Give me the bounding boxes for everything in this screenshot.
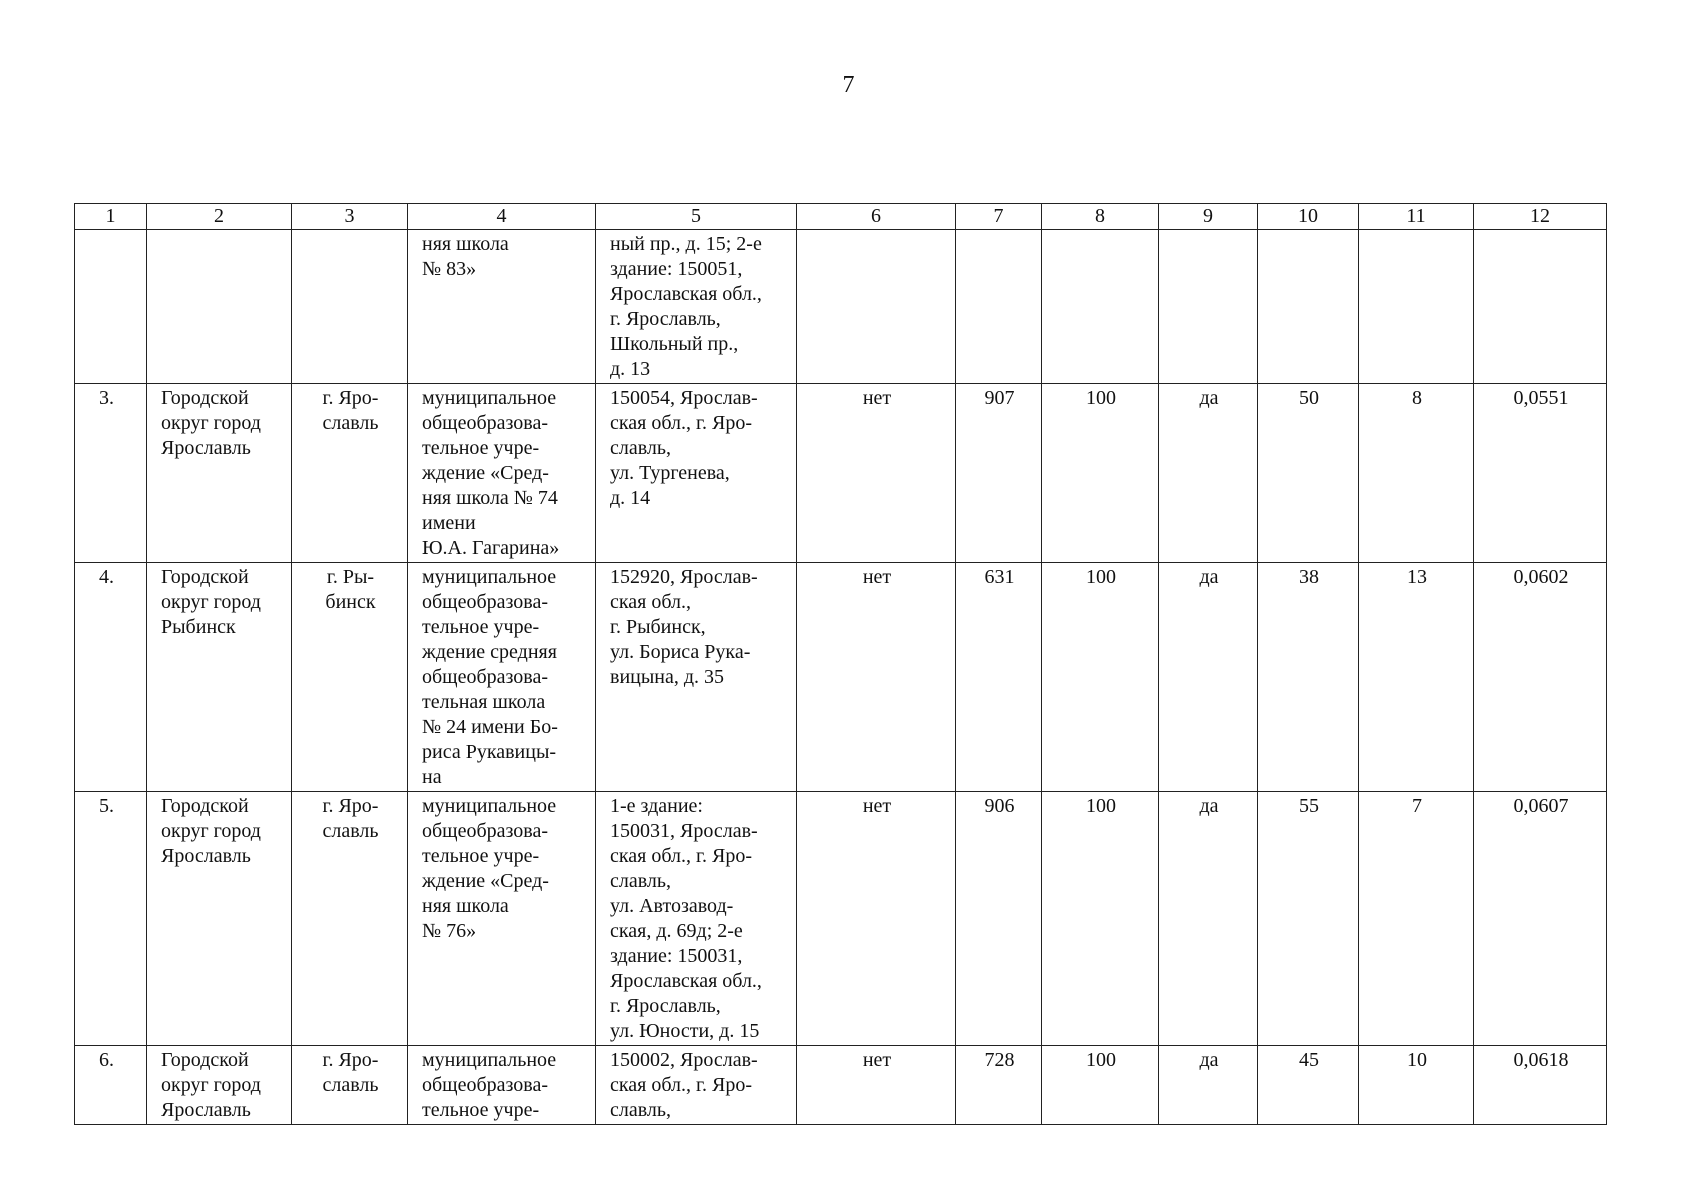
district-cell-line: округ город: [161, 412, 261, 434]
address-cell-line: 152920, Ярослав-: [610, 566, 758, 588]
city-cell-line: г. Яро-: [322, 387, 379, 409]
institution-cell-line: ждение средняя: [422, 641, 557, 663]
table-row: [75, 563, 1607, 792]
district-cell: [147, 792, 292, 1046]
address-cell-line: Ярославская обл.,: [610, 970, 762, 992]
district-cell: [147, 230, 292, 384]
address-cell-line: здание: 150031,: [610, 945, 743, 967]
address-cell-line: 150002, Ярослав-: [610, 1049, 758, 1071]
institution-cell-line: общеобразова-: [422, 591, 549, 613]
city-cell: [292, 1046, 408, 1125]
district-cell: [147, 1046, 292, 1125]
row-number-cell: 3.: [75, 384, 147, 563]
col7-cell: 728: [956, 1046, 1042, 1125]
district-cell-line: Ярославль: [161, 1099, 251, 1121]
address-cell-line: ская обл., г. Яро-: [610, 412, 752, 434]
col6-cell: нет: [797, 563, 956, 792]
institution-cell-line: тельное учре-: [422, 1099, 540, 1121]
district-cell: [147, 563, 292, 792]
col8-cell: [1042, 230, 1159, 384]
col6-cell: нет: [797, 384, 956, 563]
institution-cell-line: имени: [422, 512, 476, 534]
institution-cell-line: общеобразова-: [422, 666, 549, 688]
table-row: [75, 384, 1607, 563]
institution-cell: [408, 563, 596, 792]
address-cell-line: г. Рыбинск,: [610, 616, 706, 638]
district-cell-line: округ город: [161, 591, 261, 613]
column-header: 12: [1474, 204, 1607, 230]
col10-cell: 50: [1258, 384, 1359, 563]
institution-cell-line: на: [422, 766, 442, 788]
column-header: 8: [1042, 204, 1159, 230]
col7-cell: 631: [956, 563, 1042, 792]
page-number: 7: [842, 72, 855, 98]
address-cell-line: ул. Автозавод-: [610, 895, 734, 917]
address-cell-line: д. 14: [610, 487, 651, 509]
institution-cell: [408, 384, 596, 563]
address-cell-line: славль,: [610, 1099, 672, 1121]
column-header: 10: [1258, 204, 1359, 230]
city-cell-line: славль: [322, 1074, 379, 1096]
table-body: [75, 230, 1607, 1125]
district-cell-line: Ярославль: [161, 437, 251, 459]
col9-cell: [1159, 230, 1258, 384]
column-header: 4: [408, 204, 596, 230]
address-cell-line: г. Ярославль,: [610, 308, 721, 330]
address-cell: [596, 563, 797, 792]
col9-cell: да: [1159, 1046, 1258, 1125]
district-cell-line: Рыбинск: [161, 616, 236, 638]
column-header: 1: [75, 204, 147, 230]
city-cell: [292, 792, 408, 1046]
column-header: 5: [596, 204, 797, 230]
district-cell-line: Городской: [161, 795, 249, 817]
city-cell-line: г. Яро-: [322, 1049, 379, 1071]
district-cell-line: округ город: [161, 1074, 261, 1096]
col6-cell: [797, 230, 956, 384]
address-cell-line: ул. Бориса Рука-: [610, 641, 751, 663]
institution-cell-line: муниципальное: [422, 566, 557, 588]
column-header: 3: [292, 204, 408, 230]
address-cell-line: Ярославская обл.,: [610, 283, 762, 305]
col11-cell: [1359, 230, 1474, 384]
institution-cell-line: риса Рукавицы-: [422, 741, 557, 763]
col11-cell: 8: [1359, 384, 1474, 563]
institution-cell: [408, 792, 596, 1046]
column-header: 7: [956, 204, 1042, 230]
col10-cell: 55: [1258, 792, 1359, 1046]
row-number-cell: 6.: [75, 1046, 147, 1125]
data-table: [74, 203, 1607, 1125]
institution-cell-line: муниципальное: [422, 795, 557, 817]
col7-cell: 907: [956, 384, 1042, 563]
institution-cell: [408, 230, 596, 384]
col10-cell: [1258, 230, 1359, 384]
city-cell: [292, 384, 408, 563]
district-cell-line: Ярославль: [161, 845, 251, 867]
institution-cell-line: общеобразова-: [422, 412, 549, 434]
address-cell-line: ный пр., д. 15; 2-е: [610, 233, 762, 255]
col7-cell: [956, 230, 1042, 384]
col11-cell: 13: [1359, 563, 1474, 792]
address-cell: [596, 1046, 797, 1125]
institution-cell-line: общеобразова-: [422, 820, 549, 842]
col8-cell: 100: [1042, 1046, 1159, 1125]
address-cell-line: ул. Тургенева,: [610, 462, 730, 484]
row-number-cell: 4.: [75, 563, 147, 792]
institution-cell-line: ждение «Сред-: [422, 462, 549, 484]
address-cell-line: ская обл., г. Яро-: [610, 1074, 752, 1096]
row-number-cell: 5.: [75, 792, 147, 1046]
city-cell-line: г. Яро-: [322, 795, 379, 817]
col9-cell: да: [1159, 563, 1258, 792]
col10-cell: 45: [1258, 1046, 1359, 1125]
address-cell-line: здание: 150051,: [610, 258, 743, 280]
institution-cell-line: № 24 имени Бо-: [422, 716, 558, 738]
address-cell-line: ская обл.,: [610, 591, 692, 613]
institution-cell: [408, 1046, 596, 1125]
institution-cell-line: няя школа: [422, 233, 509, 255]
header-row: [75, 204, 1607, 230]
district-cell-line: округ город: [161, 820, 261, 842]
col11-cell: 10: [1359, 1046, 1474, 1125]
address-cell-line: г. Ярославль,: [610, 995, 721, 1017]
col12-cell: 0,0602: [1474, 563, 1607, 792]
col12-cell: 0,0607: [1474, 792, 1607, 1046]
col6-cell: нет: [797, 1046, 956, 1125]
district-cell-line: Городской: [161, 566, 249, 588]
institution-cell-line: № 83»: [422, 258, 477, 280]
address-cell-line: ул. Юности, д. 15: [610, 1020, 760, 1042]
institution-cell-line: муниципальное: [422, 387, 557, 409]
table-row: [75, 792, 1607, 1046]
address-cell-line: вицына, д. 35: [610, 666, 725, 688]
column-header: 11: [1359, 204, 1474, 230]
col6-cell: нет: [797, 792, 956, 1046]
address-cell-line: 150054, Ярослав-: [610, 387, 758, 409]
col12-cell: 0,0618: [1474, 1046, 1607, 1125]
col8-cell: 100: [1042, 563, 1159, 792]
col10-cell: 38: [1258, 563, 1359, 792]
col8-cell: 100: [1042, 792, 1159, 1046]
col8-cell: 100: [1042, 384, 1159, 563]
col9-cell: да: [1159, 384, 1258, 563]
city-cell-line: бинск: [325, 591, 376, 613]
data-table-container: [74, 203, 1607, 1125]
institution-cell-line: муниципальное: [422, 1049, 557, 1071]
address-cell-line: 150031, Ярослав-: [610, 820, 758, 842]
city-cell-line: славль: [322, 820, 379, 842]
institution-cell-line: няя школа № 74: [422, 487, 558, 509]
city-cell-line: славль: [322, 412, 379, 434]
table-row: [75, 1046, 1607, 1125]
col11-cell: 7: [1359, 792, 1474, 1046]
column-header: 9: [1159, 204, 1258, 230]
column-header: 6: [797, 204, 956, 230]
address-cell: [596, 384, 797, 563]
col12-cell: 0,0551: [1474, 384, 1607, 563]
address-cell-line: славль,: [610, 437, 672, 459]
institution-cell-line: тельное учре-: [422, 845, 540, 867]
institution-cell-line: тельная школа: [422, 691, 546, 713]
col7-cell: 906: [956, 792, 1042, 1046]
col9-cell: да: [1159, 792, 1258, 1046]
city-cell: [292, 563, 408, 792]
city-cell-line: г. Ры-: [326, 566, 375, 588]
district-cell-line: Городской: [161, 1049, 249, 1071]
district-cell-line: Городской: [161, 387, 249, 409]
address-cell-line: славль,: [610, 870, 672, 892]
institution-cell-line: тельное учре-: [422, 437, 540, 459]
district-cell: [147, 384, 292, 563]
address-cell-line: д. 13: [610, 358, 651, 380]
row-number-cell: [75, 230, 147, 384]
col12-cell: [1474, 230, 1607, 384]
address-cell: [596, 230, 797, 384]
city-cell: [292, 230, 408, 384]
institution-cell-line: няя школа: [422, 895, 509, 917]
address-cell: [596, 792, 797, 1046]
institution-cell-line: общеобразова-: [422, 1074, 549, 1096]
institution-cell-line: тельное учре-: [422, 616, 540, 638]
address-cell-line: 1-е здание:: [610, 795, 703, 817]
institution-cell-line: № 76»: [422, 920, 477, 942]
address-cell-line: Школьный пр.,: [610, 333, 739, 355]
table-row: [75, 230, 1607, 384]
institution-cell-line: ждение «Сред-: [422, 870, 549, 892]
institution-cell-line: Ю.А. Гагарина»: [422, 537, 560, 559]
address-cell-line: ская обл., г. Яро-: [610, 845, 752, 867]
column-header: 2: [147, 204, 292, 230]
address-cell-line: ская, д. 69д; 2-е: [610, 920, 743, 942]
